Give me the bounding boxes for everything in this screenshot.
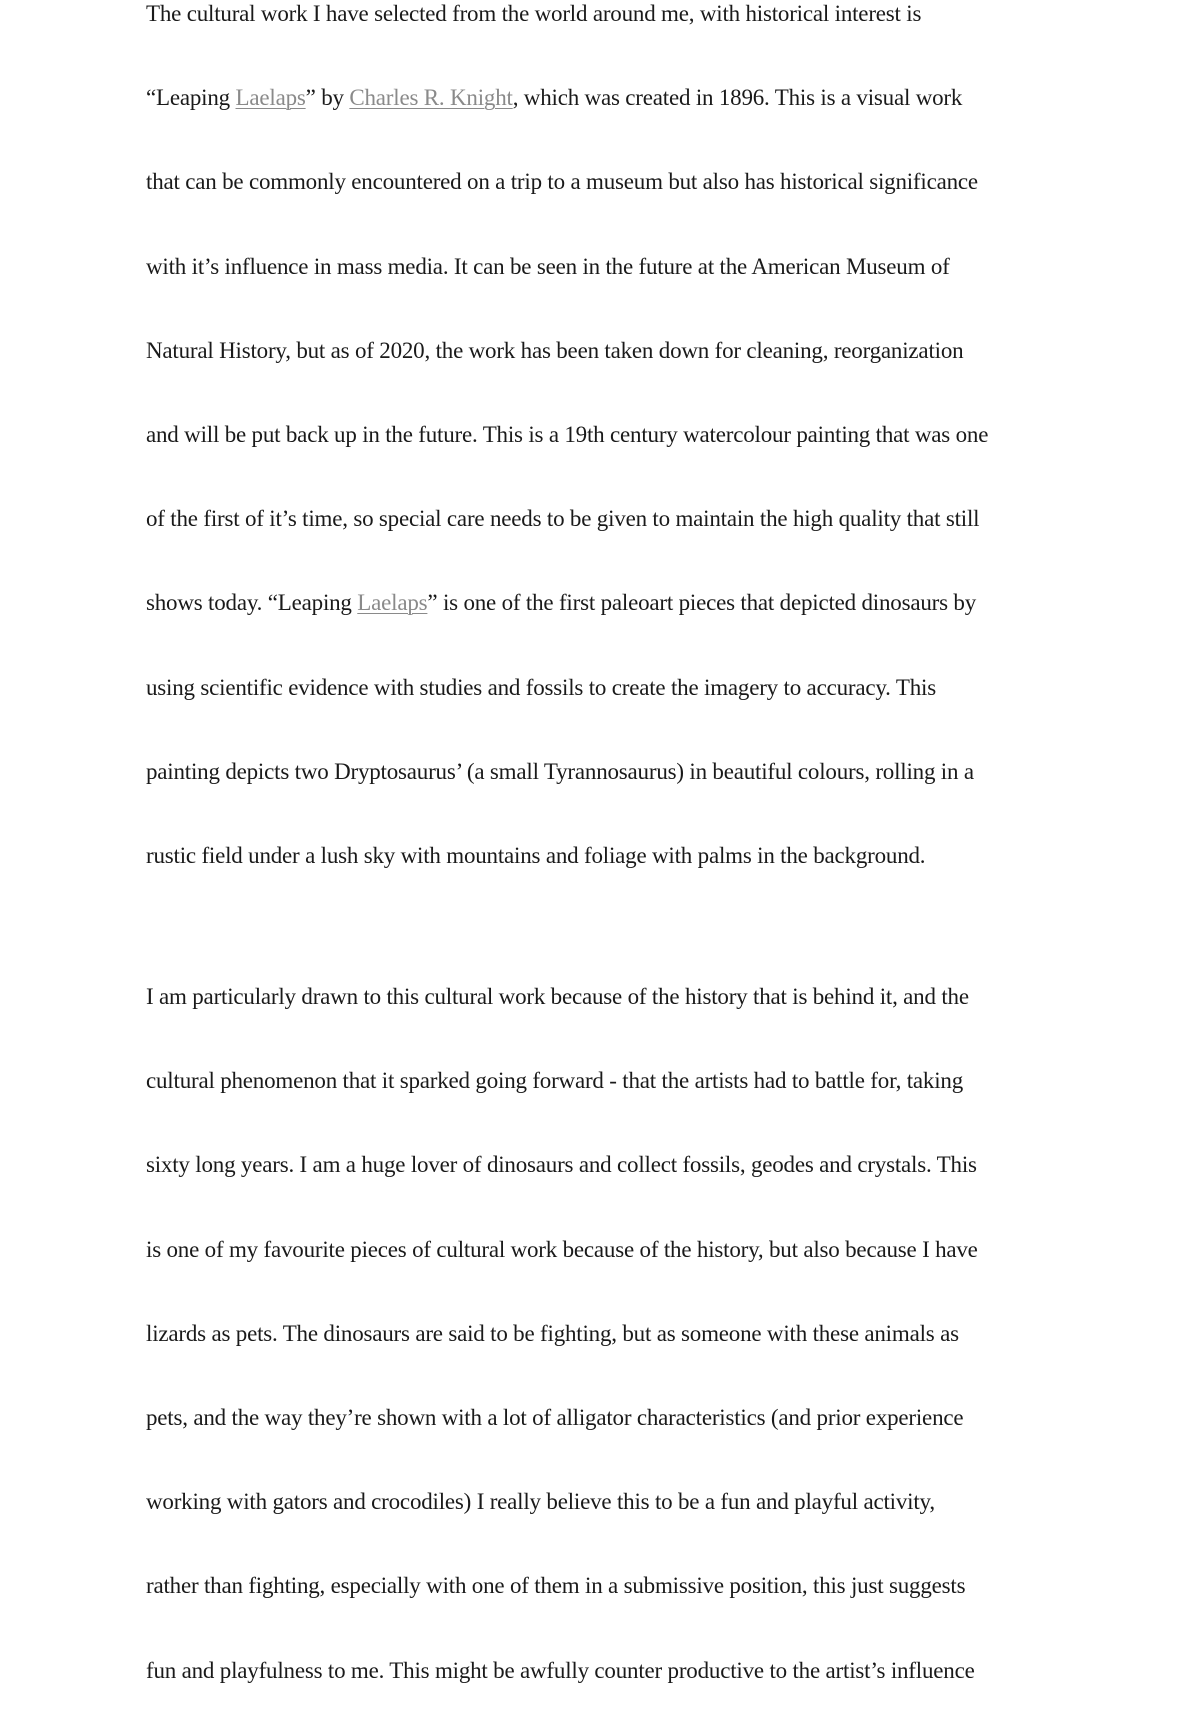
text-line [146,393,1076,477]
text-run: rustic field under a lush sky with mountains and foliage with palms in the background. [146,842,926,868]
text-run: shows today. “Leaping [146,590,358,616]
text-line [146,814,1076,898]
text-run: ” by [305,85,350,111]
text-line [146,1039,1076,1123]
text-run: sixty long years. I am a huge lover of dinosaurs and collect fossils, geodes and crystals. This [146,1152,977,1178]
text-line [146,225,1076,309]
text-run: working with gators and crocodiles) I really believe this to be a fun and playful activity, [146,1489,935,1515]
text-run: I am particularly drawn to this cultural work because of the history that is behind it, and the [146,984,969,1009]
text-line [146,561,1076,645]
hyperlink[interactable]: Laelaps [357,590,428,616]
text-run: Natural History, but as of 2020, the work has been taken down for cleaning, reorganization [146,337,964,363]
text-line [146,955,1076,1039]
text-run: painting depicts two Dryptosaurus’ (a small Tyrannosaurus) in beautiful colours, rolling in a [146,758,974,784]
text-line [146,56,1076,140]
text-run: pets, and the way they’re shown with a lot of alligator characteristics (and prior experience [146,1404,964,1430]
text-line [146,140,1076,224]
text-run: cultural phenomenon that it sparked going forward - that the artists had to battle for, taking [146,1068,963,1094]
text-line [146,0,1076,56]
text-run: and will be put back up in the future. This is a 19th century watercolour painting that was one [146,421,989,447]
text-run: ” is one of the first paleoart pieces that depicted dinosaurs by [427,590,977,616]
text-run: , which was created in 1896. This is a visual work [512,85,963,111]
text-run: The cultural work I have selected from the world around me, with historical interest is [146,1,922,26]
text-run: is one of my favourite pieces of cultural work because of the history, but also because I have [146,1236,978,1262]
text-run: of the first of it’s time, so special care needs to be given to maintain the high quality that still [146,506,980,532]
text-run: rather than fighting, especially with one of them in a submissive position, this just suggests [146,1573,966,1599]
text-line [146,477,1076,561]
text-line [146,309,1076,393]
hyperlink[interactable]: Charles R. Knight [349,85,513,111]
text-line [146,1629,1076,1713]
text-line [146,646,1076,730]
text-run: fun and playfulness to me. This might be awfully counter productive to the artist’s influence [146,1657,975,1683]
text-run: lizards as pets. The dinosaurs are said to be fighting, but as someone with these animals as [146,1320,959,1346]
text-run: using scientific evidence with studies and fossils to create the imagery to accuracy. This [146,674,936,700]
text-run: “Leaping [146,85,236,111]
text-run: with it’s influence in mass media. It can be seen in the future at the American Museum of [146,253,950,279]
text-line [146,1208,1076,1292]
text-run: that can be commonly encountered on a trip to a museum but also has historical significance [146,169,978,195]
body-paragraph [146,0,1076,898]
text-line [146,730,1076,814]
body-paragraph [146,955,1076,1713]
text-line [146,1376,1076,1460]
text-line [146,1292,1076,1376]
hyperlink[interactable]: Laelaps [235,85,306,111]
text-line [146,1460,1076,1544]
text-line [146,1544,1076,1628]
text-line [146,1123,1076,1207]
